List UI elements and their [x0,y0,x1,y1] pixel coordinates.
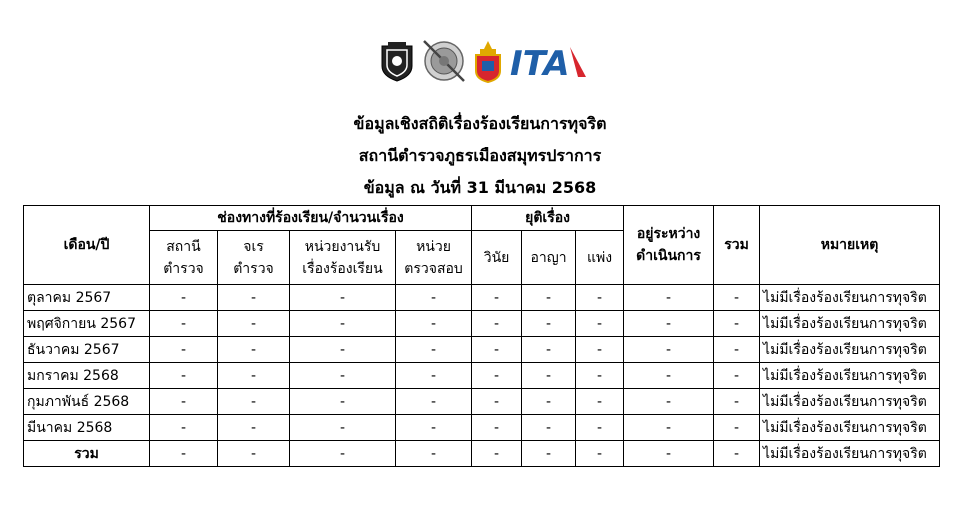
header-channels-group: ช่องทางที่ร้องเรียน/จำนวนเรื่อง [150,206,472,231]
month-cell: พฤศจิกายน 2567 [24,311,150,337]
value-cell: - [396,285,472,311]
value-cell: - [522,363,576,389]
value-cell: - [522,285,576,311]
value-cell: - [472,311,522,337]
value-cell: - [218,311,290,337]
value-cell: - [396,441,472,467]
value-cell: - [624,337,714,363]
value-cell: - [576,337,624,363]
value-cell: - [522,415,576,441]
value-cell: - [472,441,522,467]
value-cell: - [522,337,576,363]
value-cell: - [576,285,624,311]
value-cell: - [624,415,714,441]
note-cell: ไม่มีเรื่องร้องเรียนการทุจริต [760,389,940,415]
ita-logo [510,39,590,83]
value-cell: - [150,337,218,363]
value-cell: - [396,337,472,363]
value-cell: - [472,389,522,415]
value-cell: - [396,363,472,389]
station-name: สถานีตำรวจภูธรเมืองสมุทรปราการ [358,146,602,165]
month-cell: กุมภาพันธ์ 2568 [24,389,150,415]
value-cell: - [576,389,624,415]
value-cell: - [714,441,760,467]
value-cell: - [150,389,218,415]
table-row [24,415,940,441]
note-cell: ไม่มีเรื่องร้องเรียนการทุจริต [760,415,940,441]
note-cell: ไม่มีเรื่องร้องเรียนการทุจริต [760,311,940,337]
value-cell: - [218,285,290,311]
header-total: รวม [714,206,760,285]
report-date: ข้อมูล ณ วันที่ 31 มีนาคม 2568 [363,178,597,197]
royal-emblem-icon [472,39,504,83]
table-row [24,285,940,311]
value-cell: - [150,441,218,467]
value-cell: - [150,311,218,337]
value-cell: - [290,363,396,389]
value-cell: - [714,311,760,337]
value-cell: - [714,285,760,311]
value-cell: - [150,363,218,389]
note-cell: ไม่มีเรื่องร้องเรียนการทุจริต [760,285,940,311]
header-channel-station: สถานี ตำรวจ [150,231,218,285]
note-cell: ไม่มีเรื่องร้องเรียนการทุจริต [760,337,940,363]
table-body [24,285,940,467]
value-cell: - [624,441,714,467]
header-resolved-discipline: วินัย [472,231,522,285]
value-cell: - [290,311,396,337]
value-cell: - [396,311,472,337]
header-resolved-group: ยุติเรื่อง [472,206,624,231]
value-cell: - [714,415,760,441]
value-cell: - [218,441,290,467]
header-channel-inspector: จเร ตำรวจ [218,231,290,285]
note-cell: ไม่มีเรื่องร้องเรียนการทุจริต [760,363,940,389]
header-resolved-civil: แพ่ง [576,231,624,285]
value-cell: - [150,415,218,441]
value-cell: - [218,363,290,389]
value-cell: - [576,363,624,389]
value-cell: - [522,441,576,467]
value-cell: - [714,337,760,363]
table-row [24,337,940,363]
round-seal-icon [422,39,466,83]
value-cell: - [714,363,760,389]
value-cell: - [290,389,396,415]
header-channel-agency: หน่วยงานรับ เรื่องร้องเรียน [290,231,396,285]
report-titles [0,108,960,204]
value-cell: - [218,415,290,441]
value-cell: - [576,311,624,337]
header-pending-line1: อยู่ระหว่าง [636,226,701,242]
value-cell: - [624,285,714,311]
table-row [24,363,940,389]
table-row [24,311,940,337]
header-month: เดือน/ปี [24,206,150,285]
value-cell: - [576,441,624,467]
value-cell: - [624,389,714,415]
value-cell: - [624,311,714,337]
value-cell: - [714,389,760,415]
header-pending-line2: ดำเนินการ [636,248,701,264]
header-pending [624,206,714,285]
month-cell: มีนาคม 2568 [24,415,150,441]
value-cell: - [522,311,576,337]
month-cell: ตุลาคม 2567 [24,285,150,311]
report-title: ข้อมูลเชิงสถิติเรื่องร้องเรียนการทุจริต [353,114,607,133]
value-cell: - [472,285,522,311]
total-row [24,441,940,467]
value-cell: - [522,389,576,415]
value-cell: - [396,389,472,415]
value-cell: - [218,389,290,415]
value-cell: - [150,285,218,311]
value-cell: - [472,415,522,441]
value-cell: - [624,363,714,389]
value-cell: - [290,415,396,441]
value-cell: - [576,415,624,441]
value-cell: - [472,337,522,363]
police-emblem-icon [378,40,416,82]
value-cell: - [290,441,396,467]
value-cell: - [290,337,396,363]
month-cell: มกราคม 2568 [24,363,150,389]
header-resolved-criminal: อาญา [522,231,576,285]
note-cell: ไม่มีเรื่องร้องเรียนการทุจริต [760,441,940,467]
table-row [24,389,940,415]
value-cell: - [218,337,290,363]
value-cell: - [396,415,472,441]
header-channel-audit: หน่วย ตรวจสอบ [396,231,472,285]
header-note: หมายเหตุ [760,206,940,285]
month-cell: รวม [24,441,150,467]
value-cell: - [290,285,396,311]
value-cell: - [472,363,522,389]
logo-strip [378,38,590,84]
month-cell: ธันวาคม 2567 [24,337,150,363]
complaint-statistics-table [23,205,940,467]
ita-logo-text: ITA [510,44,570,83]
